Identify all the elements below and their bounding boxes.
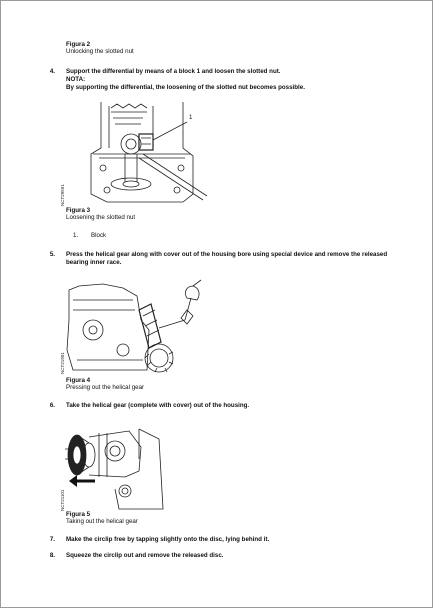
- step7-text: Make the circlip free by tapping slightly onto the disc, lying behind it.: [66, 536, 270, 543]
- figure2-title: Figura 2: [66, 41, 91, 48]
- figure4-caption: Pressing out the helical gear: [66, 384, 145, 391]
- figure3-caption: Loosening the slotted nut: [66, 214, 136, 221]
- figure5-drawing: [59, 419, 169, 511]
- figure2-caption: Unlocking the slotted nut: [66, 48, 134, 55]
- figure5-caption: Taking out the helical gear: [66, 518, 138, 525]
- figure4-code: NCT21901: [60, 352, 65, 374]
- step5-line2: bearing inner race.: [66, 259, 122, 266]
- figure5-code: NCT21101: [60, 489, 65, 511]
- figure5-illustration: [59, 419, 169, 511]
- figure4-drawing: [63, 280, 213, 374]
- step7-number: 7.: [49, 536, 55, 543]
- step8-number: 8.: [49, 552, 55, 559]
- step6-text: Take the helical gear (complete with cover) out of the housing.: [66, 402, 250, 409]
- figure3-code: NCT29591: [60, 184, 65, 206]
- figure4-title: Figura 4: [66, 377, 91, 384]
- figure3-legend-text: Block: [91, 232, 107, 239]
- step4-number: 4.: [49, 68, 55, 75]
- figure3-title: Figura 3: [66, 207, 91, 214]
- figure5-title: Figura 5: [66, 511, 91, 518]
- figure3-illustration: [60, 98, 213, 206]
- figure4-illustration: [60, 280, 213, 374]
- step8-text: Squeeze the circlip out and remove the released disc.: [66, 552, 224, 559]
- step6-number: 6.: [49, 402, 55, 409]
- figure3-callout: 1: [189, 114, 193, 121]
- step4-note-label: NOTA:: [66, 76, 86, 83]
- step4-note-text: By supporting the differential, the loosening of the slotted nut becomes possible.: [66, 84, 305, 91]
- step5-number: 5.: [49, 251, 55, 258]
- figure3-legend-number: 1.: [73, 232, 79, 239]
- step4-text: Support the differential by means of a block 1 and loosen the slotted nut.: [66, 68, 281, 75]
- step5-line1: Press the helical gear along with cover out of the housing bore using special device and remove the released: [66, 251, 388, 258]
